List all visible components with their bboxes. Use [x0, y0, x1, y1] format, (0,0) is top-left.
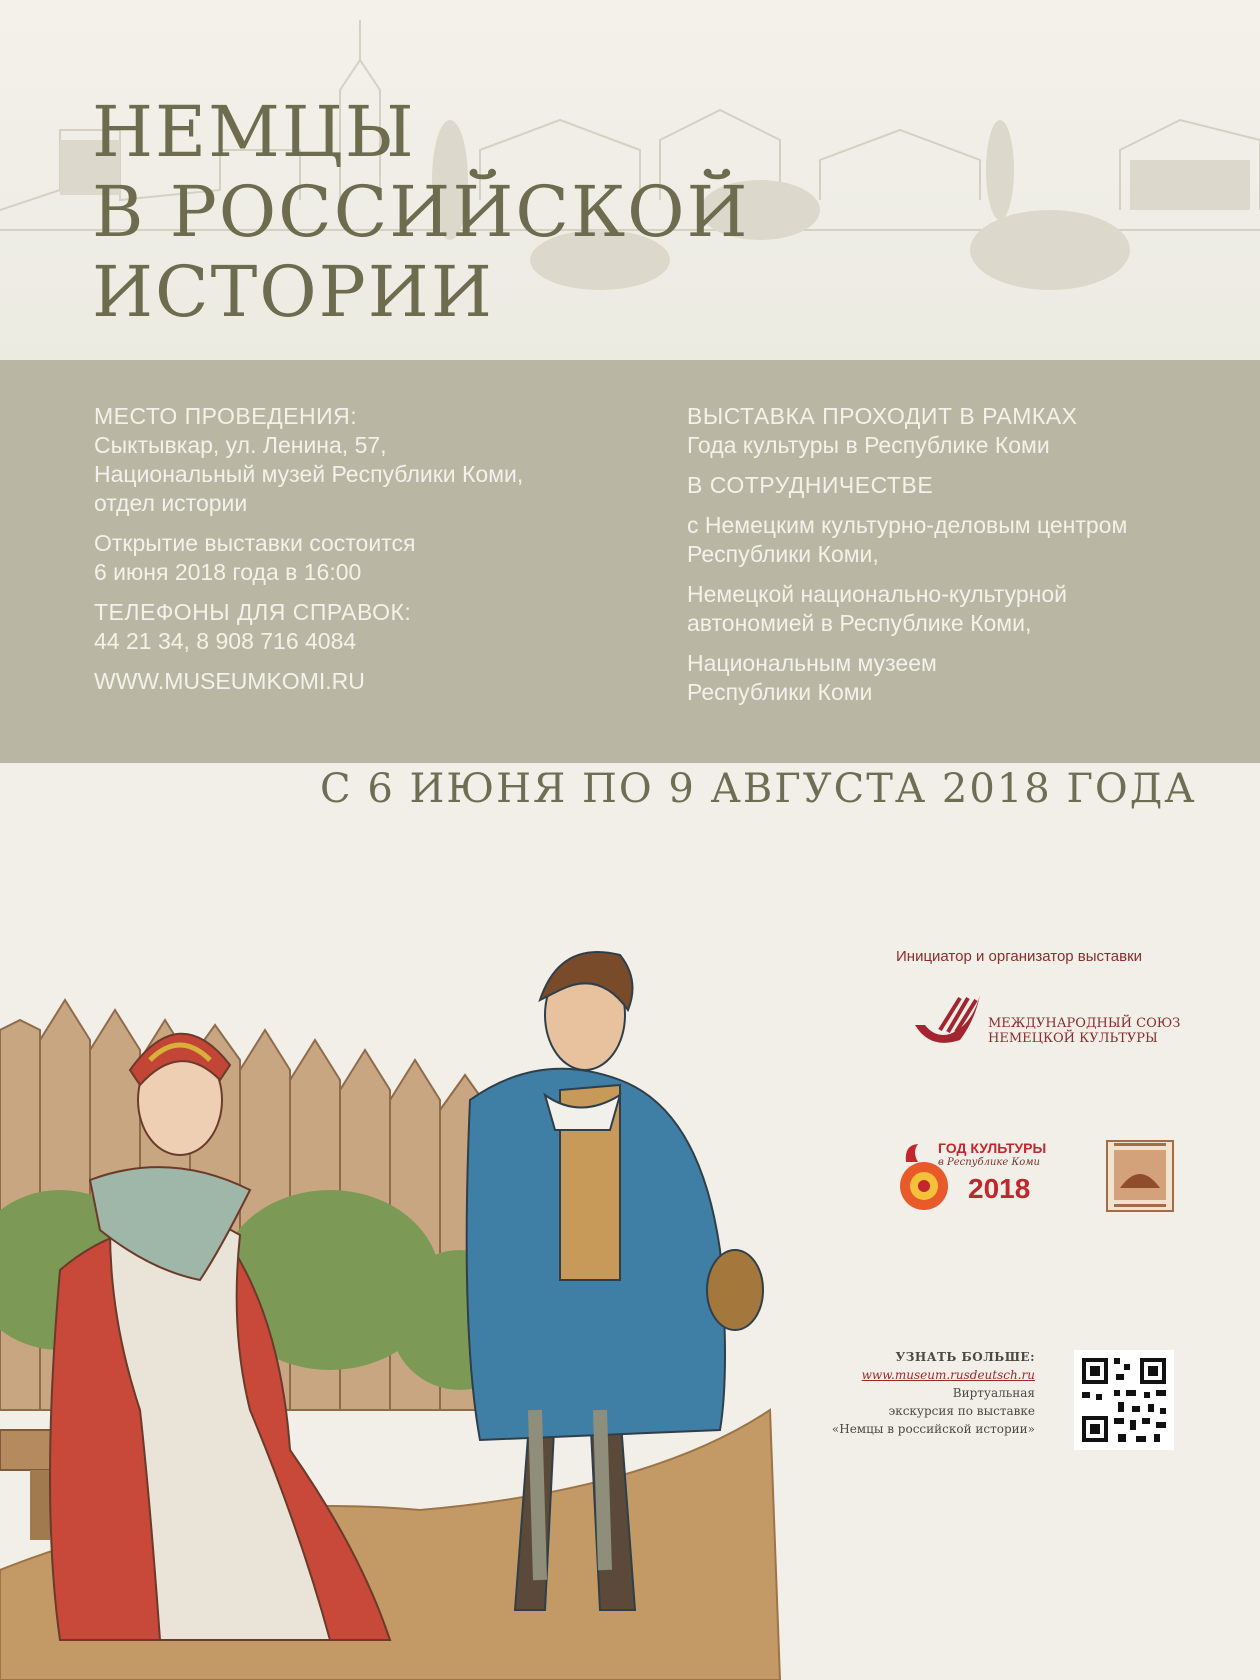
partner-2 — [687, 580, 1227, 638]
title-line-1: НЕМЦЫ — [92, 91, 416, 173]
learn-more-desc-line-3: «Немцы в российской истории» — [831, 1422, 1035, 1436]
info-right-column — [687, 402, 1227, 718]
partner-1-line-2: Республики Коми, — [687, 541, 879, 567]
year-of-culture-subtitle: в Республике Коми — [938, 1157, 1040, 1168]
learn-more-block — [760, 1348, 1035, 1438]
illustration-german-couple — [0, 850, 870, 1680]
museum-logo-icon — [1106, 1140, 1174, 1212]
opening-line-1: Открытие выставки состоится — [94, 530, 416, 556]
learn-more-link[interactable]: www.museum.rusdeutsch.ru — [861, 1368, 1035, 1382]
website-block — [94, 667, 634, 696]
exhibition-dates: С 6 ИЮНЯ ПО 9 АВГУСТА 2018 ГОДА — [320, 766, 1197, 812]
partner-1 — [687, 511, 1227, 569]
venue-address-line-2: Национальный музей Республики Коми, — [94, 461, 524, 487]
cooperation-heading-block — [687, 471, 1227, 500]
website-link[interactable]: WWW.MUSEUMKOMI.RU — [94, 668, 365, 694]
learn-more-desc-line-1: Виртуальная — [952, 1386, 1035, 1400]
phones-heading: ТЕЛЕФОНЫ ДЛЯ СПРАВОК: — [94, 599, 412, 625]
title-line-3: ИСТОРИИ — [92, 251, 494, 333]
organizer-name-line-2: НЕМЕЦКОЙ КУЛЬТУРЫ — [988, 1031, 1158, 1046]
partner-3-line-1: Национальным музеем — [687, 650, 937, 676]
partner-2-line-1: Немецкой национально-культурной — [687, 581, 1067, 607]
venue-address-line-3: отдел истории — [94, 490, 248, 516]
header — [0, 0, 1260, 360]
learn-more-desc-line-2: экскурсия по выставке — [888, 1404, 1035, 1418]
year-of-culture-title: ГОД КУЛЬТУРЫ — [938, 1140, 1047, 1156]
exhibition-title — [92, 92, 750, 332]
organizer-label: Инициатор и организатор выставки — [896, 948, 1143, 965]
framework-block — [687, 402, 1227, 460]
partner-3-line-2: Республики Коми — [687, 679, 873, 705]
venue-block — [94, 402, 634, 518]
learn-more-heading: УЗНАТЬ БОЛЬШЕ: — [895, 1350, 1035, 1364]
partner-1-line-1: с Немецким культурно-деловым центром — [687, 512, 1128, 538]
venue-address-line-1: Сыктывкар, ул. Ленина, 57, — [94, 432, 387, 458]
organizer-name — [988, 1016, 1180, 1046]
info-band — [0, 360, 1260, 763]
qr-code-icon[interactable] — [1074, 1350, 1174, 1450]
framework-text: Года культуры в Республике Коми — [687, 432, 1050, 458]
venue-heading: МЕСТО ПРОВЕДЕНИЯ: — [94, 403, 358, 429]
title-line-2: В РОССИЙСКОЙ — [92, 171, 750, 253]
partner-2-line-2: автономией в Республике Коми, — [687, 610, 1032, 636]
phones-block — [94, 598, 634, 656]
cooperation-heading: В СОТРУДНИЧЕСТВЕ — [687, 472, 934, 498]
framework-heading: ВЫСТАВКА ПРОХОДИТ В РАМКАХ — [687, 403, 1078, 429]
year-of-culture-year: 2018 — [968, 1173, 1031, 1204]
organizer-name-line-1: МЕЖДУНАРОДНЫЙ СОЮЗ — [988, 1016, 1181, 1031]
opening-block — [94, 529, 634, 587]
partner-3 — [687, 649, 1227, 707]
phones-numbers: 44 21 34, 8 908 716 4084 — [94, 628, 357, 654]
opening-line-2: 6 июня 2018 года в 16:00 — [94, 559, 362, 585]
info-left-column — [94, 402, 634, 707]
